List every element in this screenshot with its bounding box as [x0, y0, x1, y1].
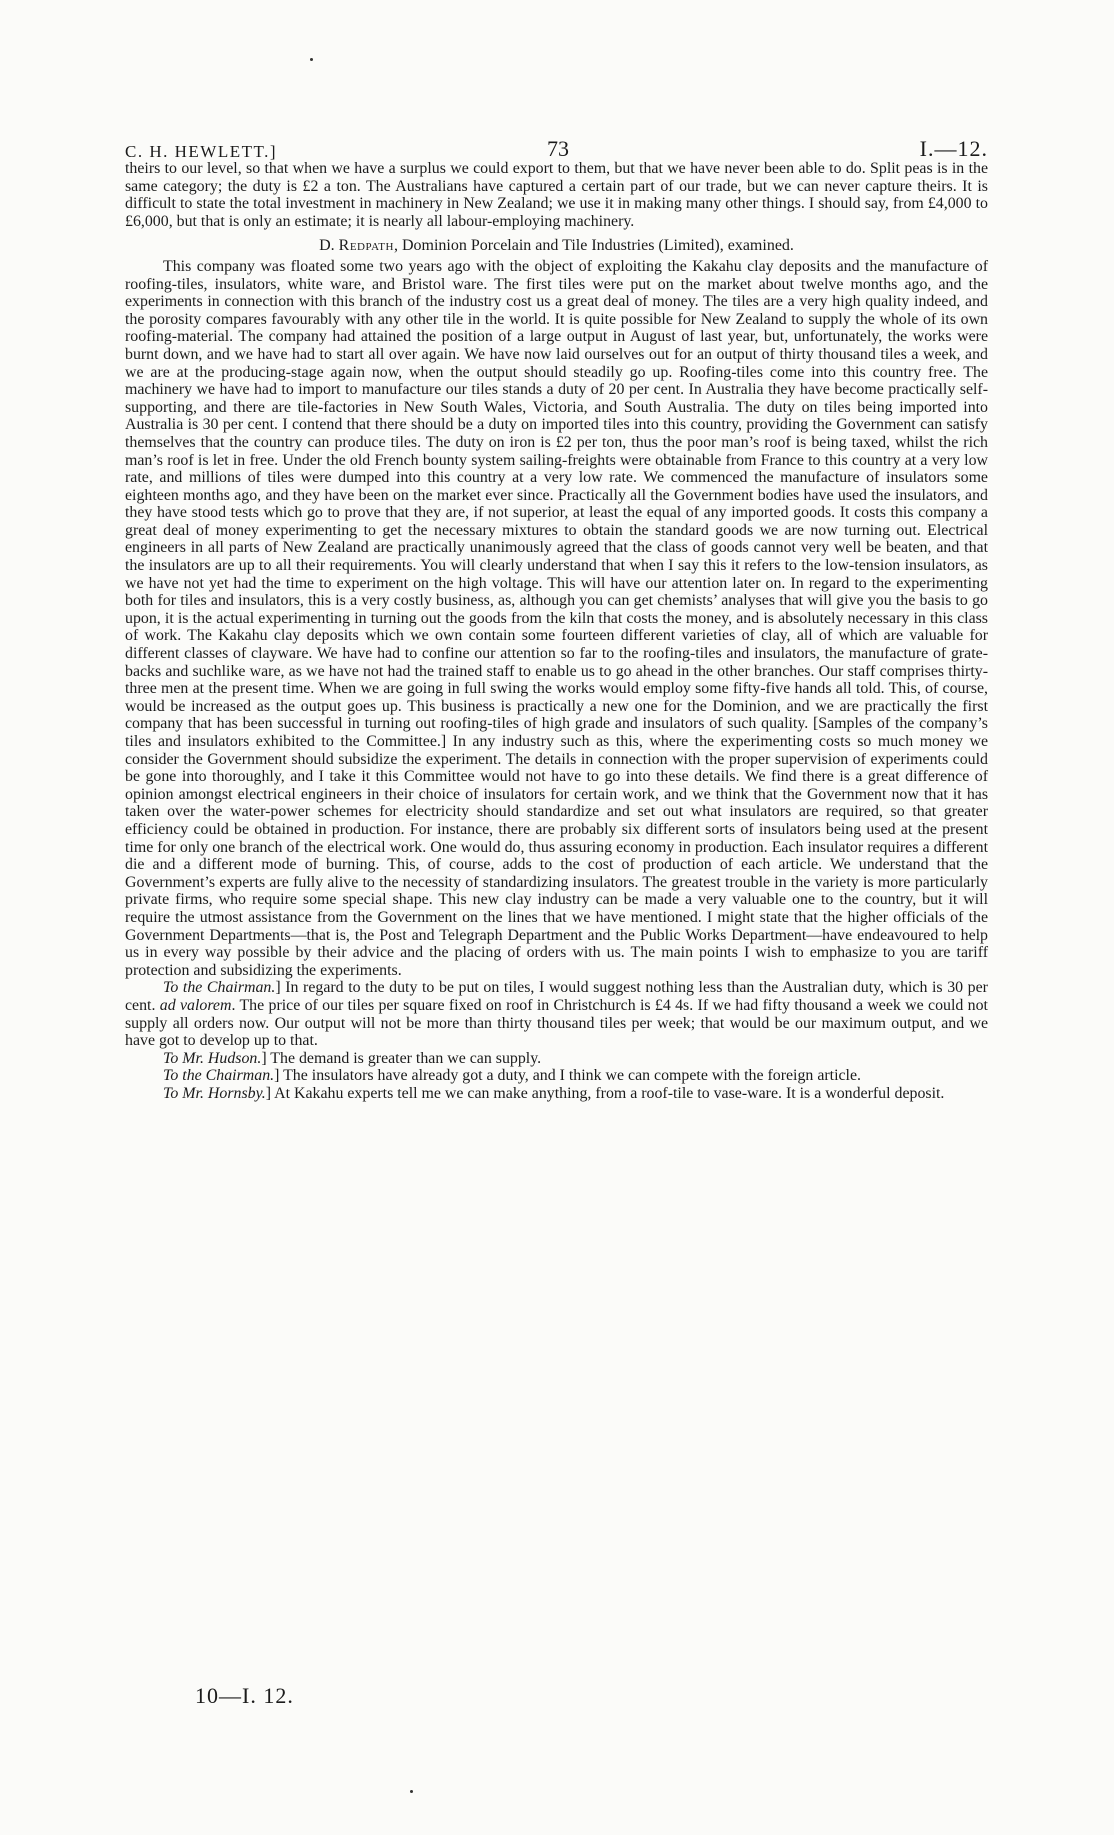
witness-affiliation: , Dominion Porcelain and Tile Industries (Limited), examined.: [393, 237, 794, 255]
document-page: [125, 120, 988, 1102]
addressee: To Mr. Hornsby.: [163, 1084, 266, 1102]
addressee: To Mr. Hudson.: [163, 1049, 262, 1067]
exchange-chairman-2: [125, 1067, 988, 1085]
addressee: To the Chairman.: [163, 979, 276, 997]
exchange-hudson: [125, 1050, 988, 1068]
page-number: 73: [547, 136, 569, 161]
exchange-hornsby: [125, 1085, 988, 1103]
witness-surname: Redpath: [338, 237, 394, 255]
page-speck-top: [310, 58, 313, 61]
exchange-text: ] In regard to the duty to be put on tiles, I would suggest nothing less than the Australian duty, which is 30 per cent.: [125, 979, 988, 1014]
page-speck-bottom: [410, 1790, 413, 1793]
exchange-text-end: . The price of our tiles per square fixed on roof in Christchurch is £4 4s. If we had fifty thousand a week we could not supply all orders now. Our output will not be more than thirty thousand tiles per week; that would be our maximum output, and we have got to develop up to that.: [125, 996, 988, 1050]
exchange-text: ] The insulators have already got a duty, and I think we can compete with the foreign article.: [274, 1067, 861, 1085]
addressee: To the Chairman.: [163, 1067, 275, 1085]
signature-reference: 10—I. 12.: [195, 1683, 294, 1708]
paragraph-continuation: theirs to our level, so that when we have a surplus we could export to them, but that we have never been able to do. Split peas is in the same category; the duty is £2 a ton. The Australians have captured a certain part of our trade, but we can never capture theirs. It is difficult to state the total investment in machinery in New Zealand; we use it in making many other things. I should say, from £4,000 to £6,000, but that is only an estimate; it is nearly all labour-employing machinery.: [125, 160, 988, 230]
paragraph-evidence: This company was floated some two years ago with the object of exploiting the Kakahu clay deposits and the manufacture of roofing-tiles, insulators, white ware, and Bristol ware. The first tiles were put on the market about twelve months ago, and the experiments in connection with this branch of the industry cost us a great deal of money. The tiles are a very high quality indeed, and the porosity compares favourably with any other tile in the world. It is quite possible for New Zealand to supply the whole of its own roofing-material. The company had attained the position of a large output in August of last year, but, unfortunately, the works were burnt down, and we have had to start all over again. We have now laid ourselves out for an output of thirty thousand tiles a week, and we are at the producing-stage again now, when the output should steadily go up. Roofing-tiles come into this country free. The machinery we have had to import to manufacture our tiles stands a duty of 20 per cent. In Australia they have become practically self-supporting, and there are tile-factories in New South Wales, Victoria, and South Australia. The duty on tiles being imported into Australia is 30 per cent. I contend that there should be a duty on imported tiles into this country, providing the Government can satisfy themselves that the country can produce tiles. The duty on iron is £2 per ton, thus the poor man’s roof is being taxed, whilst the rich man’s roof is let in free. Under the old French bounty system sailing-freights were obtainable from France to this country at a very low rate, and millions of tiles were dumped into this country at a very low rate. We commenced the manufacture of insulators some eighteen months ago, and they have been on the market ever since. Practically all the Government bodies have used the insulators, and they have stood tests which go to prove that they are, if not superior, at least the equal of any imported goods. It costs this company a great deal of money experimenting to get the necessary mixtures to obtain the standard goods we are now turning out. Electrical engineers in all parts of New Zealand are practically unanimously agreed that the class of goods cannot very well be beaten, and that the insulators are up to all their requirements. You will clearly understand that when I say this it refers to the low-tension insulators, as we have not yet had the time to experiment on the high voltage. This will have our attention later on. In regard to the experimenting both for tiles and insulators, this is a very costly business, as, although you can get chemists’ analyses that will give you the basis to go upon, it is the actual experimenting in turning out the goods from the kiln that costs the money, and is absolutely necessary in this class of work. The Kakahu clay deposits which we own contain some fourteen different varieties of clay, all of which are valuable for different classes of clayware. We have had to confine our attention so far to the roofing-tiles and insulators, the manufacture of grate-backs and suchlike ware, as we have not had the trained staff to enable us to go ahead in the other branches. Our staff comprises thirty-three men at the present time. When we are going in full swing the works would employ some fifty-five hands all told. This, of course, would be increased as the output goes up. This business is practically a new one for the Dominion, and we are practically the first company that has been successful in turning out roofing-tiles of high grade and insulators of such quality. [Samples of the company’s tiles and insulators exhibited to the Committee.] In any industry such as this, where the experimenting costs so much money we consider the Government should subsidize the experiment. The details in connection with the proper supervision of experiments could be gone into thoroughly, and I take it this Committee would not have to go into these details. We find there is a great difference of opinion amongst electrical engineers in their choice of insulators for certain work, and we think that the Government now that it has taken over the water-power schemes for electricity should standardize and set out what insulators are required, so that greater efficiency could be obtained in production. For instance, there are probably six different sorts of insulators being used at the present time for only one branch of the electrical work. One would do, thus assuring economy in production. Each insulator requires a different die and a different mode of burning. This, of course, adds to the cost of production of each article. We understand that the Government’s experts are fully alive to the necessity of standardizing insulators. The greatest trouble in the variety is more particularly private firms, who require some special shape. This new clay industry can be made a very valuable one to the country, but it will require the utmost assistance from the Government on the lines that we have mentioned. I might state that the higher officials of the Government Departments—that is, the Post and Telegraph Department and the Public Works Department—have endeavoured to help us in every way possible by their advice and the placing of orders with us. The main points I wish to emphasize to you are tariff protection and subsidizing the experiments.: [125, 257, 988, 979]
exchange-text: ] At Kakahu experts tell me we can make anything, from a roof-tile to vase-ware. It is a wonderful deposit.: [265, 1084, 945, 1102]
running-header: [125, 120, 988, 160]
latin-phrase: ad valorem: [159, 996, 232, 1014]
body-text: [125, 160, 988, 1102]
exchange-chairman-1: [125, 979, 988, 1049]
witness-initial: D.: [319, 237, 339, 255]
witness-heading: [125, 237, 988, 255]
exchange-text: ] The demand is greater than we can supply.: [261, 1049, 542, 1067]
parliamentary-paper-ref: I.—12.: [919, 136, 988, 161]
header-witness-name: C. H. HEWLETT.]: [125, 142, 278, 161]
